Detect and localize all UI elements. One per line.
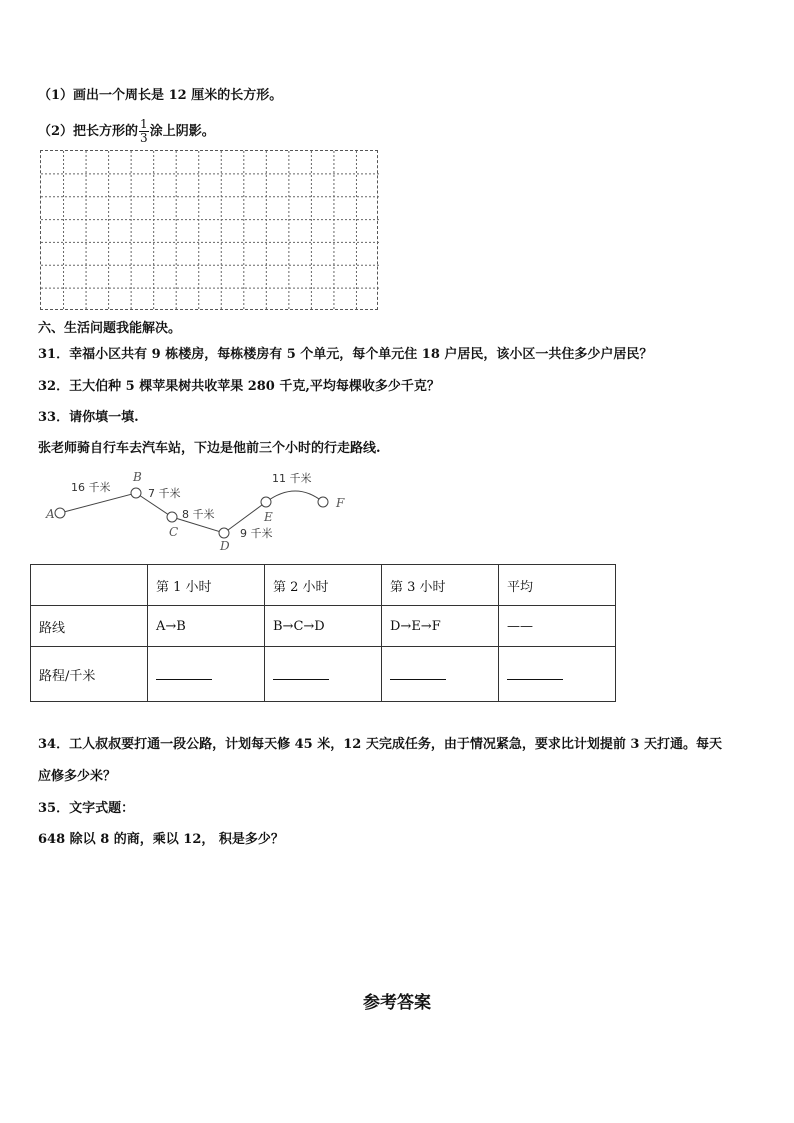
point-f-label: F xyxy=(336,496,345,510)
question-35: 35．文字式题： xyxy=(38,801,135,816)
point-e-marker xyxy=(261,497,271,507)
question-31: 31．幸福小区共有 9 栋楼房，每栋楼房有 5 个单元，每个单元住 18 户居民，该小区一共住多少户居民？ xyxy=(38,347,653,362)
question-34-line-1: 34．工人叔叔要打通一段公路，计划每天修 45 米，12 天完成任务，由于情况紧急，要求比计划提前 3 天打通。每天 xyxy=(38,737,722,752)
point-c-marker xyxy=(167,512,177,522)
route-diagram xyxy=(38,465,368,555)
point-d-marker xyxy=(219,528,229,538)
fraction xyxy=(139,118,149,145)
distance-cd: 8 千米 xyxy=(182,508,215,521)
point-b-marker xyxy=(131,488,141,498)
answer-title: 参考答案 xyxy=(363,993,431,1013)
question-35-text: 648 除以 8 的商，乘以 12， 积是多少？ xyxy=(38,832,284,847)
distance-de: 9 千米 xyxy=(240,527,273,540)
question-part-2 xyxy=(38,118,215,145)
answer-blank-hour-1[interactable] xyxy=(156,665,212,680)
answer-blank-hour-2[interactable] xyxy=(273,665,329,680)
table-row-distance xyxy=(31,647,616,702)
point-e-label: E xyxy=(264,510,273,524)
table-header-empty xyxy=(31,565,148,606)
route-label: 路线 xyxy=(31,606,148,647)
route-hour-3: D→E→F xyxy=(382,606,499,647)
distance-ab: 16 千米 xyxy=(71,481,111,494)
question-34-line-2: 应修多少米？ xyxy=(38,769,117,784)
question-part-1: （1）画出一个周长是 12 厘米的长方形。 xyxy=(38,88,283,103)
table-header-hour-2: 第 2 小时 xyxy=(265,565,382,606)
point-f-marker xyxy=(318,497,328,507)
route-table xyxy=(30,564,616,702)
table-header-hour-1: 第 1 小时 xyxy=(148,565,265,606)
question-part-2-prefix: （2）把长方形的 xyxy=(38,124,139,139)
section-title: 六、生活问题我能解决。 xyxy=(38,321,182,336)
route-average: —— xyxy=(499,606,616,647)
answer-blank-hour-3[interactable] xyxy=(390,665,446,680)
question-part-2-suffix: 涂上阴影。 xyxy=(149,124,215,139)
square-grid xyxy=(40,150,378,310)
point-a-label: A xyxy=(46,507,55,521)
table-row-route xyxy=(31,606,616,647)
point-b-label: B xyxy=(133,470,142,484)
distance-hour-3-cell xyxy=(382,647,499,702)
table-header-average: 平均 xyxy=(499,565,616,606)
distance-hour-1-cell xyxy=(148,647,265,702)
point-c-label: C xyxy=(169,525,179,539)
distance-hour-2-cell xyxy=(265,647,382,702)
point-a-marker xyxy=(55,508,65,518)
question-32: 32．王大伯种 5 棵苹果树共收苹果 280 千克,平均每棵收多少千克？ xyxy=(38,379,440,394)
route-arc-ef xyxy=(266,491,323,502)
question-33: 33．请你填一填. xyxy=(38,410,139,425)
distance-label: 路程/千米 xyxy=(31,647,148,702)
table-header-hour-3: 第 3 小时 xyxy=(382,565,499,606)
question-33-description: 张老师骑自行车去汽车站，下边是他前三个小时的行走路线. xyxy=(38,441,381,456)
fraction-denominator: 3 xyxy=(140,131,148,145)
distance-bc: 7 千米 xyxy=(148,487,181,500)
table-header-row xyxy=(31,565,616,606)
answer-blank-average[interactable] xyxy=(507,665,563,680)
distance-average-cell xyxy=(499,647,616,702)
route-hour-2: B→C→D xyxy=(265,606,382,647)
grid-lines xyxy=(41,151,379,311)
distance-ef: 11 千米 xyxy=(272,472,312,485)
point-d-label: D xyxy=(220,539,230,553)
route-hour-1: A→B xyxy=(148,606,265,647)
fraction-numerator: 1 xyxy=(140,117,148,131)
